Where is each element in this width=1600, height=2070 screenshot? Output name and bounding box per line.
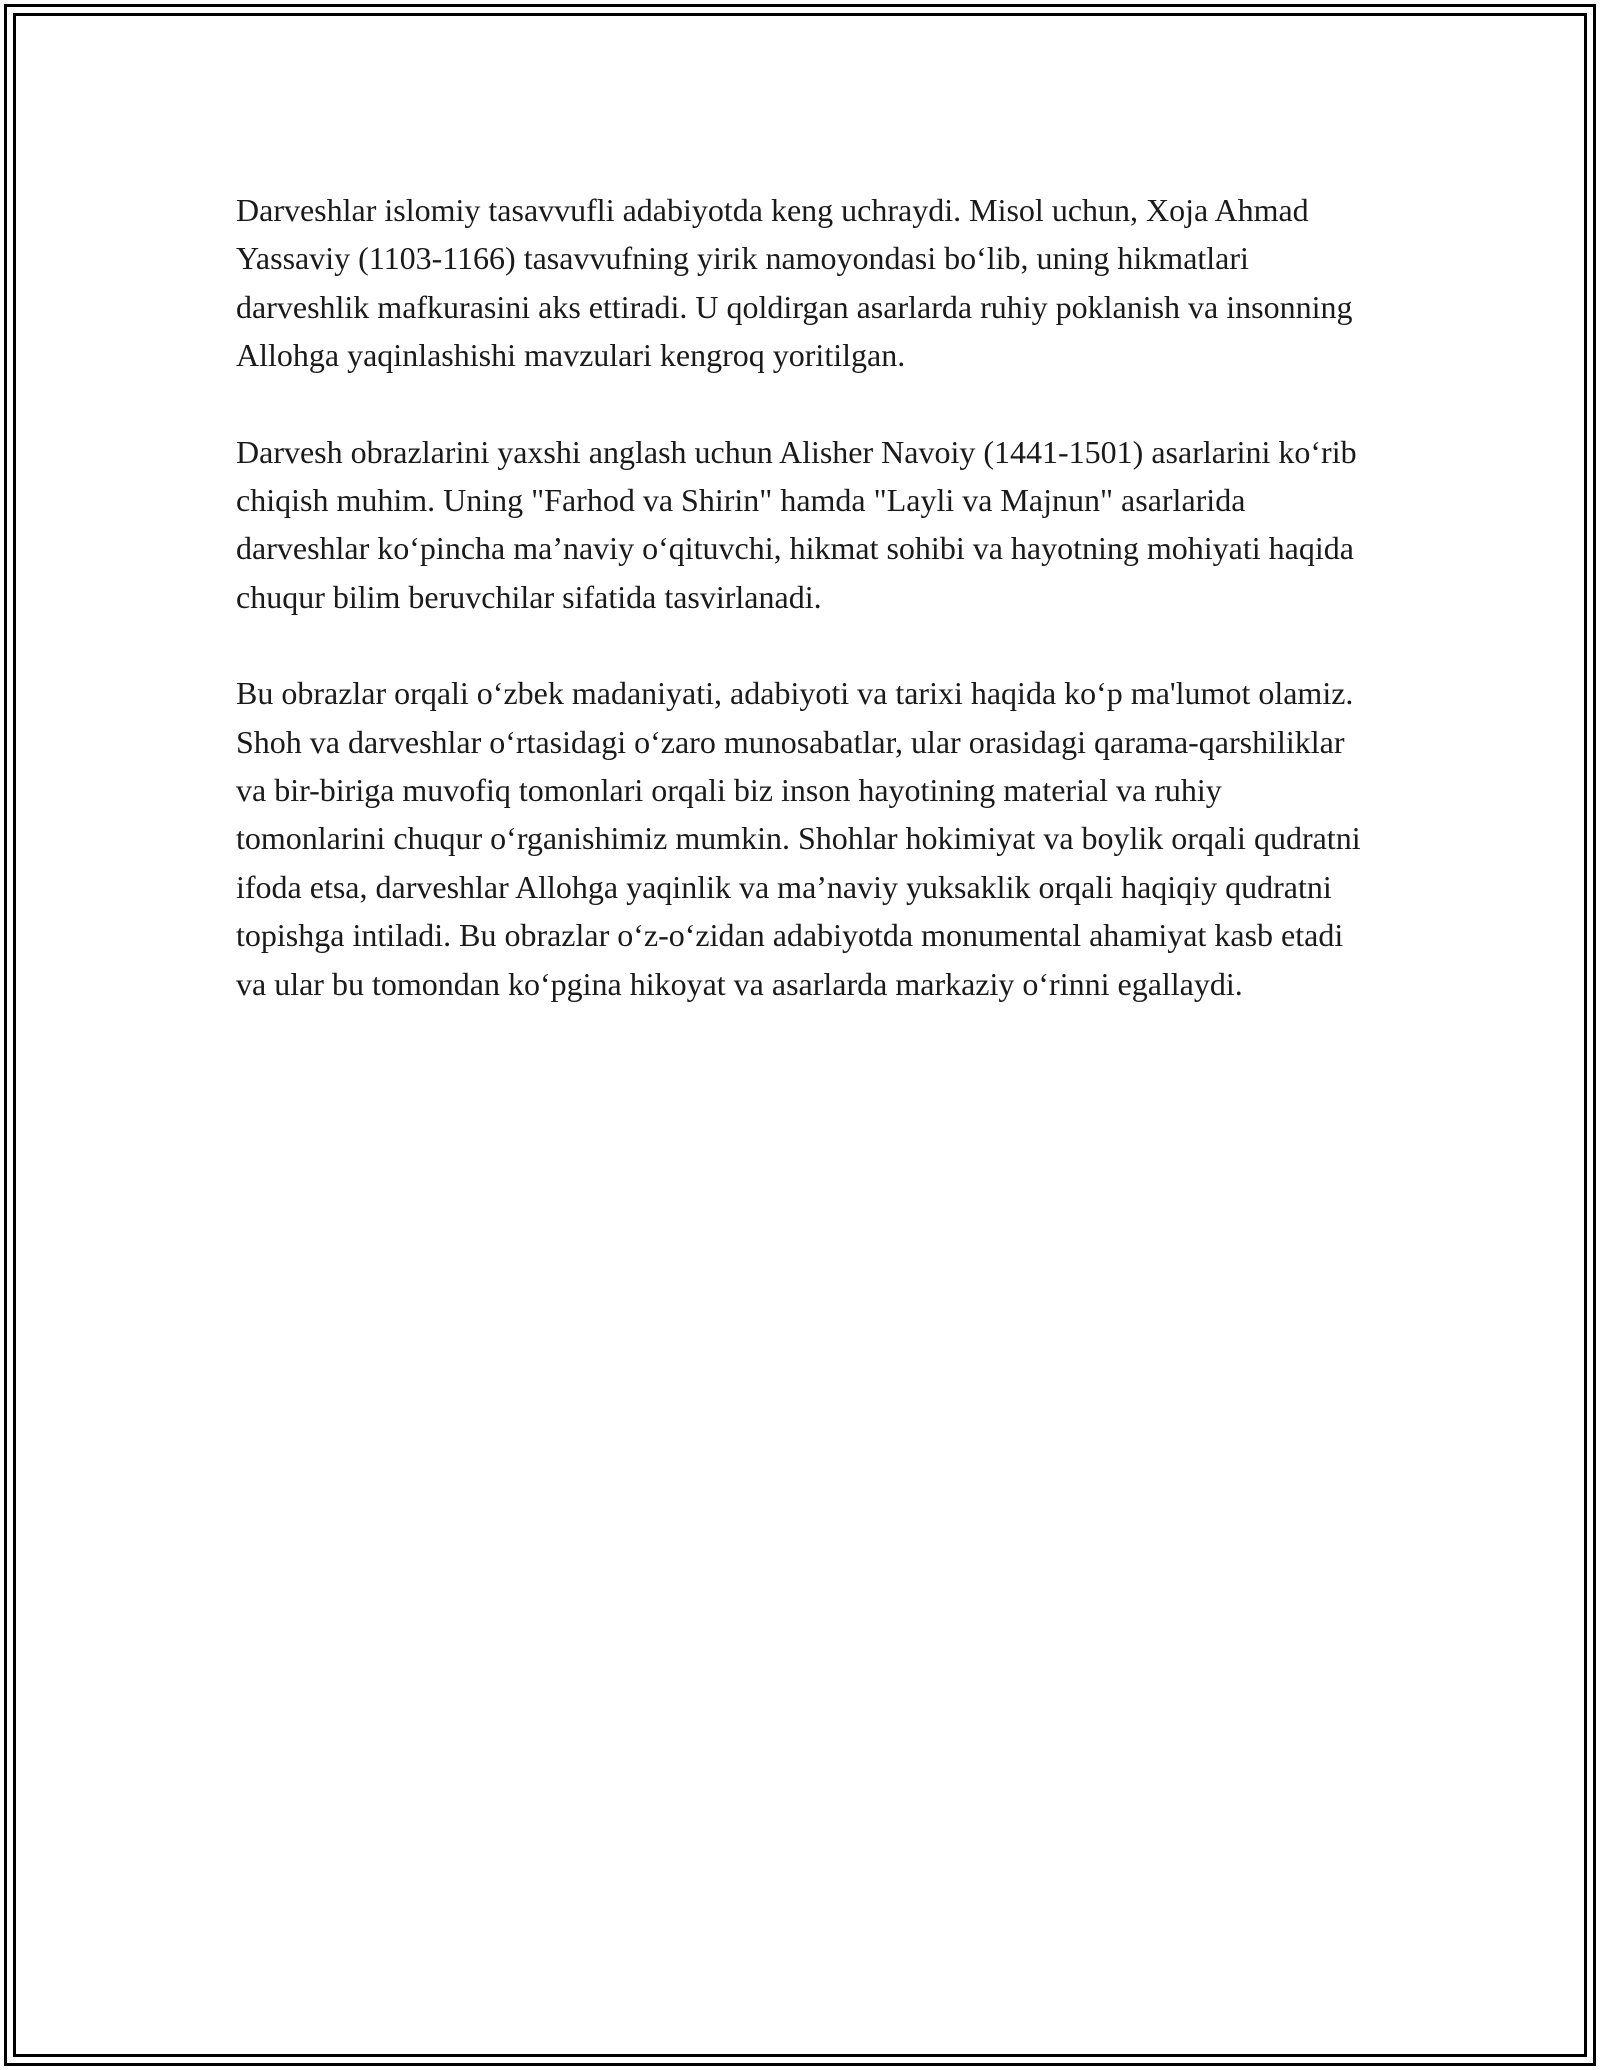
document-body [236,186,1366,1056]
paragraph-1: Darveshlar islomiy tasavvufli adabiyotda keng uchraydi. Misol uchun, Xoja Ahmad Yassaviy (1103-1166) tasavvufning yirik namoyondasi bo‘lib, uning hikmatlari darveshlik mafkurasini aks ettiradi. U qoldirgan asarlarda ruhiy poklanish va insonning Allohga yaqinlashishi mavzulari kengroq yoritilgan. [236,192,1353,374]
paragraph-3: Bu obrazlar orqali o‘zbek madaniyati, adabiyoti va tarixi haqida ko‘p ma'lumot olamiz. Shoh va darveshlar o‘rtasidagi o‘zaro munosabatlar, ular orasidagi qarama-qarshiliklar va bir-biriga muvofiq tomonlari orqali biz inson hayotining material va ruhiy tomonlarini chuqur o‘rganishimiz mumkin. Shohlar hokimiyat va boylik orqali qudratni ifoda etsa, darveshlar Allohga yaqinlik va ma’naviy yuksaklik orqali haqiqiy qudratni topishga intiladi. Bu obrazlar o‘z-o‘zidan adabiyotda monumental ahamiyat kasb etadi va ular bu tomondan ko‘pgina hikoyat va asarlarda markaziy o‘rinni egallaydi. [236,675,1361,1002]
paragraph-2: Darvesh obrazlarini yaxshi anglash uchun Alisher Navoiy (1441-1501) asarlarini ko‘rib chiqish muhim. Uning "Farhod va Shirin" hamda "Layli va Majnun" asarlarida darveshlar ko‘pincha ma’naviy o‘qituvchi, hikmat sohibi va hayotning mohiyati haqida chuqur bilim beruvchilar sifatida tasvirlanadi. [236,433,1357,615]
